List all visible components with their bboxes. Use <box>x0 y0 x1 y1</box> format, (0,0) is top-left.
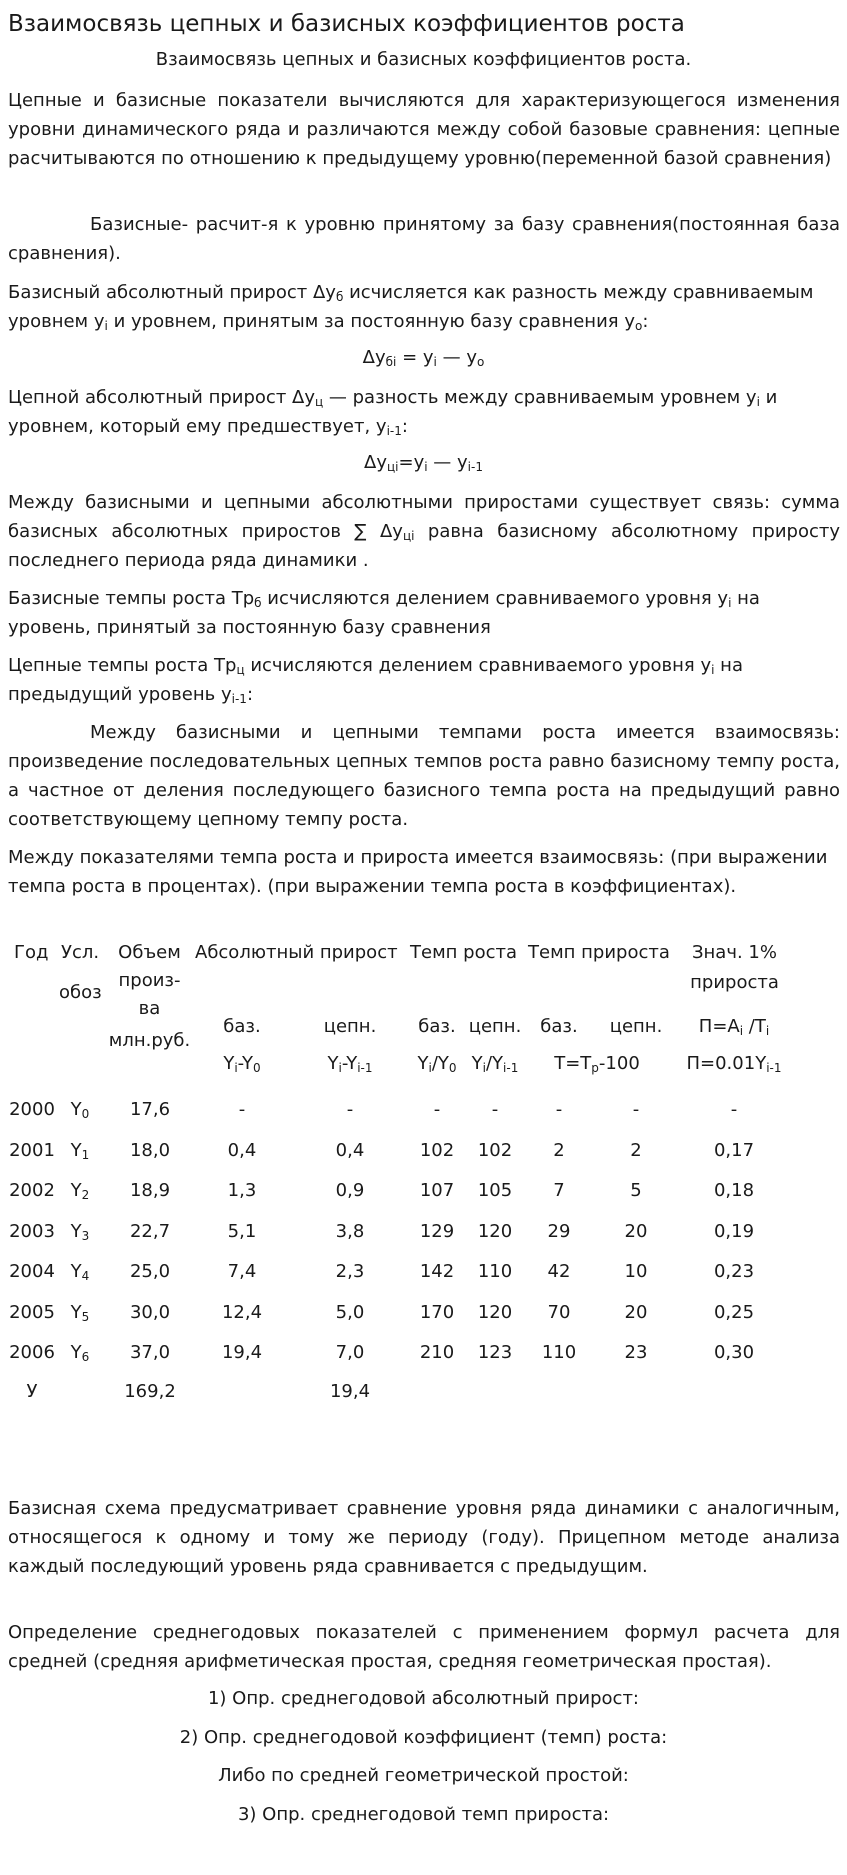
formula-basis-abs: $\Delta y_{бi} = y_i$ — $y_o$ <box>362 347 485 369</box>
cell-one-pct: 0,17 <box>713 1140 755 1161</box>
cell-rate-chain: 123 <box>477 1342 513 1363</box>
cell-rate-basis: 107 <box>419 1180 455 1201</box>
header-one-pct: Знач. 1% прироста <box>690 942 779 993</box>
paragraph-averages: Определение среднегодовых показателей с применением формул расчета для средней (средняя арифметическая простая, средняя геометрическая простая). <box>8 1622 840 1672</box>
cell-growth-basis: - <box>555 1099 563 1120</box>
cell-rate-chain: 110 <box>477 1261 513 1282</box>
cell-growth-basis: 110 <box>541 1342 577 1363</box>
cell-growth-chain: 5 <box>630 1180 642 1201</box>
cell-volume: 30,0 <box>129 1302 171 1323</box>
formula-rate-chain: $Y_i/Y_{i-1}$ <box>471 1053 519 1075</box>
cell-symbol: $Y_3$ <box>70 1221 90 1243</box>
cell-year: 2002 <box>9 1180 55 1201</box>
cell-abs-basis: 12,4 <box>221 1302 263 1323</box>
cell-growth-basis: 70 <box>547 1302 571 1323</box>
paragraph-basis-abs: Базисный абсолютный прирост $\Delta y_б$ исчисляется как разность между сравниваемым уровнем $y_i$ и уровнем, принятым за постоянную базу сравнения $y_o$: <box>8 282 814 333</box>
cell-symbol: $Y_4$ <box>70 1261 90 1283</box>
cell-growth-chain: - <box>632 1099 640 1120</box>
cell-abs-chain: 0,9 <box>335 1180 365 1201</box>
cell-volume: 25,0 <box>129 1261 171 1282</box>
page-title: Взаимосвязь цепных и базисных коэффициентов роста <box>8 11 685 37</box>
cell-abs-basis: 0,4 <box>227 1140 257 1161</box>
cell-volume: 37,0 <box>129 1342 171 1363</box>
cell-one-pct: 0,19 <box>713 1221 755 1242</box>
paragraph-chain-rate: Цепные темпы роста $Тр_ц$ исчисляются делением сравниваемого уровня $y_i$ на предыдущий уровень $y_{i-1}$: <box>8 655 743 706</box>
formula-rate-basis: $Y_i/Y_0$ <box>417 1053 457 1075</box>
cell-symbol: $Y_5$ <box>70 1302 90 1324</box>
formula-growth: $Т=Т_р-100$ <box>554 1053 640 1075</box>
paragraph-rate-relation: Между базисными и цепными темпами роста имеется взаимосвязь: произведение последовательных цепных темпов роста равно базисному темпу роста, а частное от деления последующего базисного темпа роста на предыдущий равно соответствующему цепному темпу роста. <box>8 722 840 830</box>
cell-rate-basis: 170 <box>419 1302 455 1323</box>
subtitle: Взаимосвязь цепных и базисных коэффициентов роста. <box>155 49 692 70</box>
list-item-1: 1) Опр. среднегодовой абсолютный прирост: <box>207 1688 639 1709</box>
header-year: Год <box>14 942 49 963</box>
cell-rate-chain: 102 <box>477 1140 513 1161</box>
cell-abs-chain: 7,0 <box>335 1342 365 1363</box>
cell-year: 2006 <box>9 1342 55 1363</box>
cell-rate-chain: 120 <box>477 1302 513 1323</box>
list-item-4: 3) Опр. среднегодовой темп прироста: <box>237 1804 610 1825</box>
cell-rate-chain: 120 <box>477 1221 513 1242</box>
cell-abs-basis: 1,3 <box>227 1180 257 1201</box>
header-volume: Объем произ- ва млн.руб. <box>108 942 191 1051</box>
cell-abs-basis: 19,4 <box>221 1342 263 1363</box>
paragraph-basis-rate: Базисные темпы роста $Тр_б$ исчисляются делением сравниваемого уровня $y_i$ на уровень, принятый за постоянную базу сравнения <box>8 588 760 638</box>
formula-chain-abs: $\Delta y_{цi}=y_i$ — $y_{i-1}$ <box>364 452 483 474</box>
cell-one-pct: 0,30 <box>713 1342 755 1363</box>
header-abs-growth: Абсолютный прирост <box>195 942 398 963</box>
cell-abs-basis: 7,4 <box>227 1261 257 1282</box>
cell-growth-chain: 20 <box>624 1221 648 1242</box>
cell-year: 2000 <box>9 1099 55 1120</box>
cell-volume: 18,0 <box>129 1140 171 1161</box>
cell-symbol: $Y_2$ <box>70 1180 90 1202</box>
list-item-3: Либо по средней геометрической простой: <box>218 1765 629 1786</box>
cell-symbol: $Y_1$ <box>70 1140 90 1162</box>
cell-growth-chain: 23 <box>624 1342 648 1363</box>
subheader-pct-formula: $П=А_i$ $/Т_i$ <box>698 1016 770 1038</box>
paragraph-chain-abs: Цепной абсолютный прирост $\Delta y_ц$ — разность между сравниваемым уровнем $y_i$ и уровнем, который ему предшествует, $y_{i-1}$: <box>8 387 778 438</box>
cell-year: 2005 <box>9 1302 55 1323</box>
cell-abs-basis: 5,1 <box>227 1221 257 1242</box>
cell-year: 2003 <box>9 1221 55 1242</box>
cell-growth-chain: 20 <box>624 1302 648 1323</box>
cell-rate-basis: 210 <box>419 1342 455 1363</box>
subheader-growth-basis: баз. <box>540 1016 578 1037</box>
cell-rate-chain: - <box>491 1099 499 1120</box>
list-item-2: 2) Опр. среднегодовой коэффициент (темп) роста: <box>179 1727 668 1748</box>
cell-growth-basis: 42 <box>547 1261 571 1282</box>
cell-growth-basis: 7 <box>553 1180 565 1201</box>
total-abs-chain: 19,4 <box>329 1381 371 1402</box>
cell-volume: 22,7 <box>129 1221 171 1242</box>
cell-rate-basis: 129 <box>419 1221 455 1242</box>
growth-table <box>0 940 847 1400</box>
formula-abs-chain: $Y_i-Y_{i-1}$ <box>327 1053 373 1075</box>
cell-growth-basis: 29 <box>547 1221 571 1242</box>
total-label: У <box>26 1381 38 1402</box>
cell-abs-basis: - <box>238 1099 246 1120</box>
cell-abs-chain: 2,3 <box>335 1261 365 1282</box>
paragraph-basis-def: Базисные- расчит-я к уровню принятому за базу сравнения(постоянная база сравнения). <box>8 214 840 264</box>
cell-rate-basis: 102 <box>419 1140 455 1161</box>
subheader-growth-chain: цепн. <box>609 1016 663 1037</box>
cell-growth-chain: 2 <box>630 1140 642 1161</box>
cell-volume: 17,6 <box>129 1099 171 1120</box>
cell-one-pct: 0,18 <box>713 1180 755 1201</box>
paragraph-chain-basis: Цепные и базисные показатели вычисляются для характеризующегося изменения уровни динамического ряда и различаются между собой базовые сравнения: цепные расчитываются по отношению к предыдущему уровню(переменной базой сравнения) <box>8 90 840 169</box>
header-symbol-2: обоз <box>59 982 102 1003</box>
subheader-rate-basis: баз. <box>418 1016 456 1037</box>
cell-rate-basis: 142 <box>419 1261 455 1282</box>
cell-growth-chain: 10 <box>624 1261 648 1282</box>
total-volume: 169,2 <box>124 1381 176 1402</box>
formula-one-pct: $П=0.01Y_{i-1}$ <box>686 1053 782 1075</box>
cell-one-pct: 0,23 <box>713 1261 755 1282</box>
cell-growth-basis: 2 <box>553 1140 565 1161</box>
cell-symbol: $Y_0$ <box>70 1099 90 1121</box>
subheader-abs-basis: баз. <box>223 1016 261 1037</box>
formula-abs-basis: $Y_i-Y_0$ <box>223 1053 261 1075</box>
header-increase-rate: Темп прироста <box>528 942 670 963</box>
cell-year: 2004 <box>9 1261 55 1282</box>
cell-rate-chain: 105 <box>477 1180 513 1201</box>
cell-abs-chain: 5,0 <box>335 1302 365 1323</box>
paragraph-rate-growth: Между показателями темпа роста и прироста имеется взаимосвязь: (при выражении темпа роста в процентах). (при выражении темпа роста в коэффициентах). <box>8 847 828 897</box>
cell-abs-chain: - <box>346 1099 354 1120</box>
cell-year: 2001 <box>9 1140 55 1161</box>
header-growth-rate: Темп роста <box>410 942 517 963</box>
subheader-abs-chain: цепн. <box>323 1016 377 1037</box>
cell-one-pct: - <box>730 1099 738 1120</box>
cell-symbol: $Y_6$ <box>70 1342 90 1364</box>
cell-one-pct: 0,25 <box>713 1302 755 1323</box>
cell-abs-chain: 0,4 <box>335 1140 365 1161</box>
cell-volume: 18,9 <box>129 1180 171 1201</box>
subheader-rate-chain: цепн. <box>468 1016 522 1037</box>
cell-abs-chain: 3,8 <box>335 1221 365 1242</box>
cell-rate-basis: - <box>433 1099 441 1120</box>
paragraph-basis-scheme: Базисная схема предусматривает сравнение уровня ряда динамики с аналогичным, относящегося к одному и тому же периоду (году). Прицепном методе анализа каждый последующий уровень ряда сравнивается с предыдущим. <box>8 1498 840 1577</box>
header-symbol: Усл. <box>61 942 100 963</box>
paragraph-abs-relation: Между базисными и цепными абсолютными приростами существует связь: сумма базисных абсолютных приростов ∑ $\Delta y_{цi}$ равна базисному абсолютному приросту последнего периода ряда динамики . <box>8 492 841 571</box>
